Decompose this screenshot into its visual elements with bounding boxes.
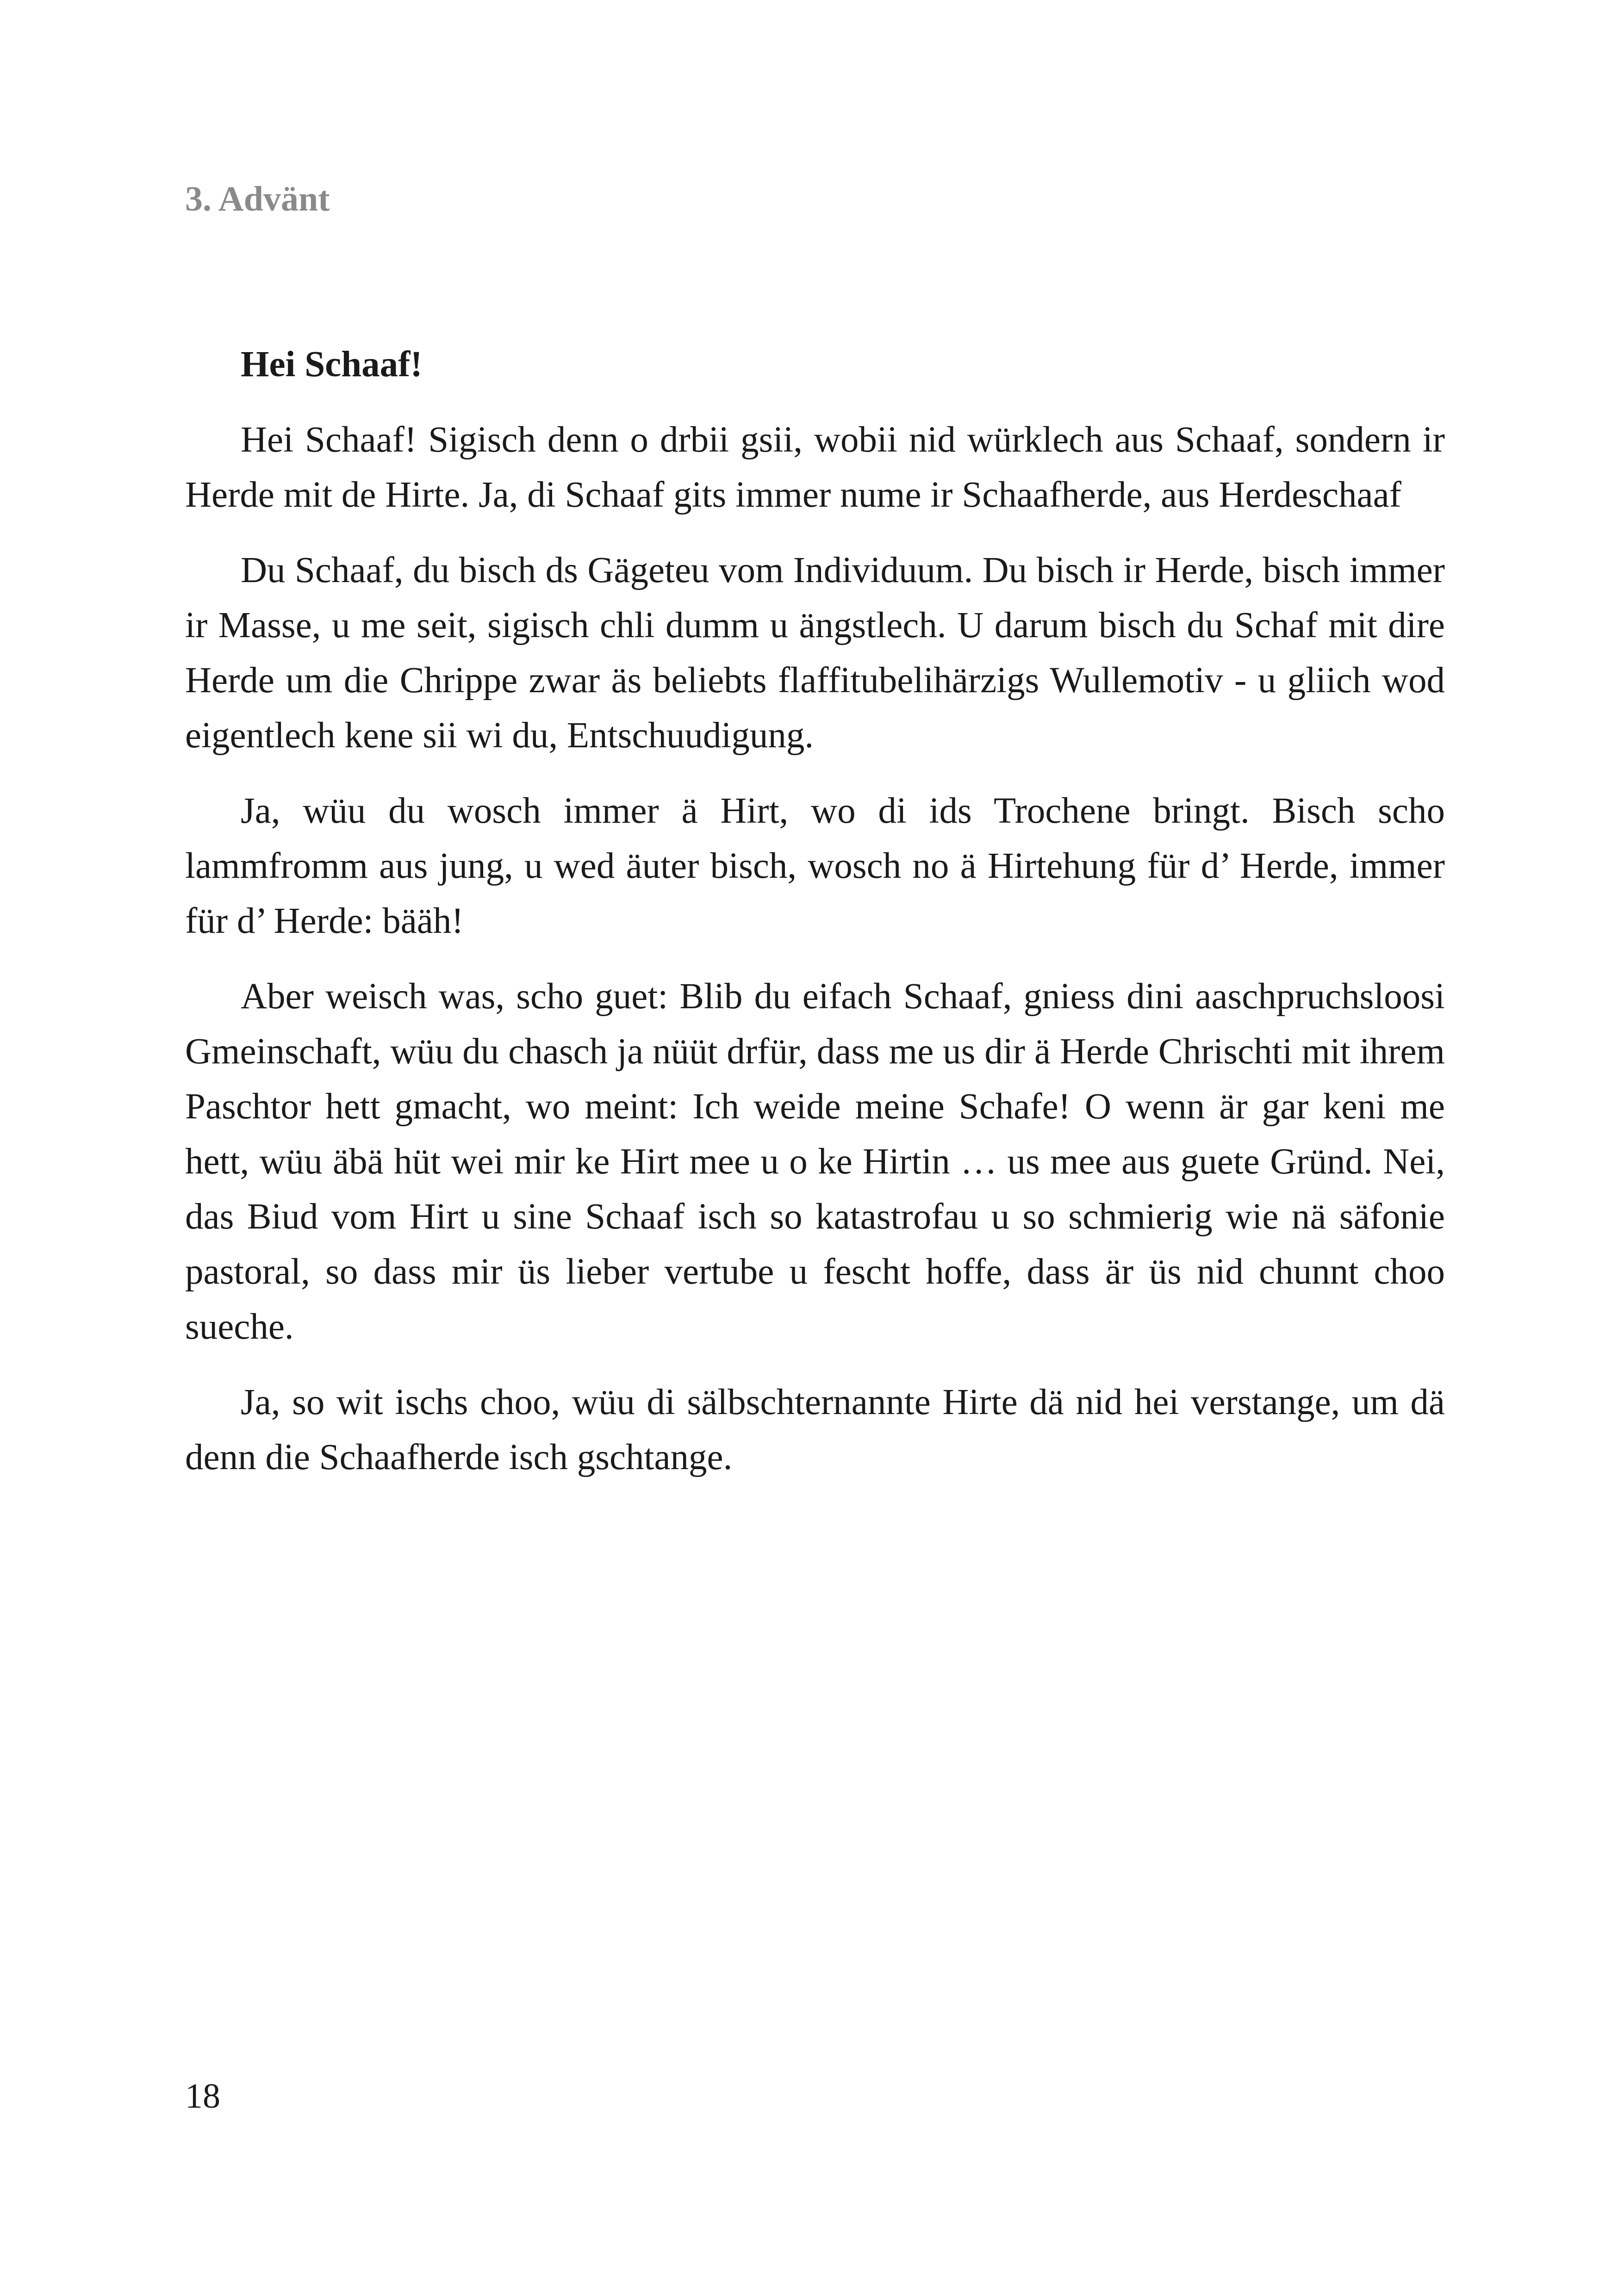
chapter-label: 3. Advänt — [185, 180, 330, 218]
paragraph-5: Ja, so wit ischs choo, wüu di sälbschternannte Hirte dä nid hei verstange, um dä denn die Schaafherde isch gschtange. — [185, 1382, 1445, 1477]
article-title: Hei Schaaf! — [241, 344, 423, 385]
paragraph-2: Du Schaaf, du bisch ds Gägeteu vom Individuum. Du bisch ir Herde, bisch immer ir Masse, u me seit, sigisch chli dumm u ängstlech. U darum bisch du Schaf mit dire Herde um die Chrippe zwar äs beliebts flaffitubelihärzigs Wullemotiv - u gliich wod eigentlech kene sii wi du, Entschuudigung. — [185, 550, 1445, 756]
paragraph-3: Ja, wüu du wosch immer ä Hirt, wo di ids Trochene bringt. Bisch scho lammfromm aus jung, u wed äuter bisch, wosch no ä Hirtehung für d’ Herde, immer für d’ Herde: bääh! — [185, 791, 1445, 941]
paragraph-1: Hei Schaaf! Sigisch denn o drbii gsii, wobii nid würklech aus Schaaf, sondern ir Herde mit de Hirte. Ja, di Schaaf gits immer nume ir Schaafherde, aus Herdeschaaf — [185, 420, 1445, 515]
article-body — [185, 337, 1445, 1505]
page-number: 18 — [185, 2077, 220, 2116]
paragraph-4: Aber weisch was, scho guet: Blib du eifach Schaaf, gniess dini aaschpruchsloosi Gmeinschaft, wüu du chasch ja nüüt drfür, dass me us dir ä Herde Chrischti mit ihrem Paschtor hett gmacht, wo meint: Ich weide meine Schafe! O wenn är gar keni me hett, wüu äbä hüt wei mir ke Hirt mee u o ke Hirtin … us mee aus guete Gründ. Nei, das Biud vom Hirt u sine Schaaf isch so katastrofau u so schmierig wie nä säfonie pastoral, so dass mir üs lieber vertube u fescht hoffe, dass är üs nid chunnt choo sueche. — [185, 976, 1445, 1347]
